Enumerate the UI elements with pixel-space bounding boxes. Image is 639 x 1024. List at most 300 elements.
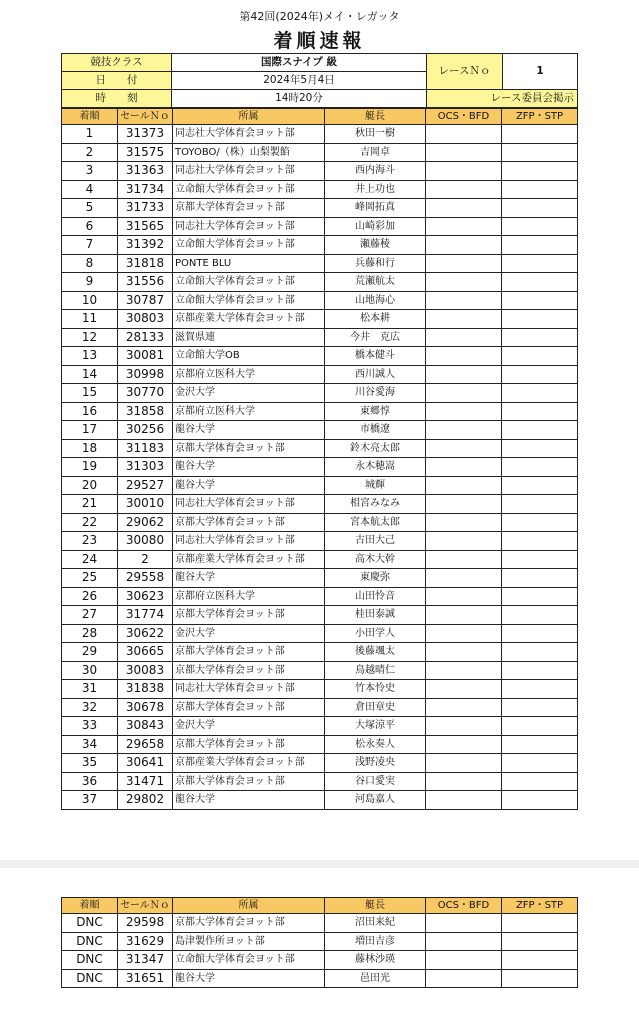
sail-number-cell: 31303 bbox=[118, 458, 173, 477]
skipper-cell: 藤林沙瑛 bbox=[325, 951, 426, 970]
col-rank-header: 着順 bbox=[62, 109, 118, 125]
affiliation-cell: 京都大学体育会ヨット部 bbox=[173, 643, 325, 662]
rank-cell: 12 bbox=[62, 328, 118, 347]
sail-number-cell: 29527 bbox=[118, 476, 173, 495]
zfp-stp-cell bbox=[502, 254, 578, 273]
ocs-bfd-cell bbox=[426, 236, 502, 255]
result-row bbox=[62, 439, 578, 458]
rank-cell: 21 bbox=[62, 495, 118, 514]
rank-cell: 2 bbox=[62, 143, 118, 162]
ocs-bfd-cell bbox=[426, 754, 502, 773]
rank-cell: 5 bbox=[62, 199, 118, 218]
sail-number-cell: 30998 bbox=[118, 365, 173, 384]
zfp-stp-cell bbox=[502, 162, 578, 181]
ocs-bfd-cell bbox=[426, 735, 502, 754]
skipper-cell: 松永奏人 bbox=[325, 735, 426, 754]
sail-number-cell: 31347 bbox=[118, 951, 173, 970]
skipper-cell: 鈴木亮太郎 bbox=[325, 439, 426, 458]
rank-cell: 36 bbox=[62, 772, 118, 791]
affiliation-cell: 立命館大学体育会ヨット部 bbox=[173, 291, 325, 310]
ocs-bfd-cell bbox=[426, 643, 502, 662]
result-row bbox=[62, 476, 578, 495]
date-value: 2024年5月4日 bbox=[172, 72, 427, 90]
date-label: 日 付 bbox=[62, 72, 172, 90]
ocs-bfd-cell bbox=[426, 606, 502, 625]
rank-cell: 9 bbox=[62, 273, 118, 292]
result-row bbox=[62, 199, 578, 218]
result-row bbox=[62, 532, 578, 551]
affiliation-cell: 京都産業大学体育会ヨット部 bbox=[173, 310, 325, 329]
ocs-bfd-cell bbox=[426, 199, 502, 218]
affiliation-cell: 京都府立医科大学 bbox=[173, 365, 325, 384]
rank-cell: 30 bbox=[62, 661, 118, 680]
skipper-cell: 邑田光 bbox=[325, 969, 426, 988]
race-no-value: 1 bbox=[503, 54, 578, 90]
skipper-cell: 山地海心 bbox=[325, 291, 426, 310]
sail-number-cell: 30622 bbox=[118, 624, 173, 643]
affiliation-cell: 立命館大学体育会ヨット部 bbox=[173, 236, 325, 255]
rank-cell: 35 bbox=[62, 754, 118, 773]
ocs-bfd-cell bbox=[426, 180, 502, 199]
ocs-bfd-cell bbox=[426, 365, 502, 384]
affiliation-cell: 滋賀県連 bbox=[173, 328, 325, 347]
sail-number-cell: 31651 bbox=[118, 969, 173, 988]
zfp-stp-cell bbox=[502, 125, 578, 144]
dnc-row bbox=[62, 932, 578, 951]
sail-number-cell: 31373 bbox=[118, 125, 173, 144]
zfp-stp-cell bbox=[502, 717, 578, 736]
result-row bbox=[62, 513, 578, 532]
skipper-cell: 大塚涼平 bbox=[325, 717, 426, 736]
affiliation-cell: 京都大学体育会ヨット部 bbox=[173, 661, 325, 680]
skipper-cell: 瀬藤稜 bbox=[325, 236, 426, 255]
rank-cell: 24 bbox=[62, 550, 118, 569]
rank-cell: 32 bbox=[62, 698, 118, 717]
skipper-cell: 東慶弥 bbox=[325, 569, 426, 588]
sail-number-cell: 30641 bbox=[118, 754, 173, 773]
zfp-stp-cell bbox=[502, 347, 578, 366]
affiliation-cell: 龍谷大学 bbox=[173, 969, 325, 988]
zfp-stp-cell bbox=[502, 680, 578, 699]
sail-number-cell: 31575 bbox=[118, 143, 173, 162]
affiliation-cell: 京都大学体育会ヨット部 bbox=[173, 698, 325, 717]
sail-number-cell: 31471 bbox=[118, 772, 173, 791]
ocs-bfd-cell bbox=[426, 532, 502, 551]
sail-number-cell: 28133 bbox=[118, 328, 173, 347]
rank-cell: 1 bbox=[62, 125, 118, 144]
zfp-stp-cell bbox=[502, 439, 578, 458]
result-row bbox=[62, 421, 578, 440]
affiliation-cell: 同志社大学体育会ヨット部 bbox=[173, 680, 325, 699]
zfp-stp-cell bbox=[502, 384, 578, 403]
rank-cell: 7 bbox=[62, 236, 118, 255]
affiliation-cell: 金沢大学 bbox=[173, 384, 325, 403]
result-row bbox=[62, 125, 578, 144]
affiliation-cell: 島津製作所ヨット部 bbox=[173, 932, 325, 951]
affiliation-cell: 同志社大学体育会ヨット部 bbox=[173, 495, 325, 514]
sail-number-cell: 29658 bbox=[118, 735, 173, 754]
ocs-bfd-cell bbox=[426, 347, 502, 366]
zfp-stp-cell bbox=[502, 310, 578, 329]
affiliation-cell: 京都大学体育会ヨット部 bbox=[173, 606, 325, 625]
result-row bbox=[62, 680, 578, 699]
ocs-bfd-cell bbox=[426, 402, 502, 421]
result-row bbox=[62, 365, 578, 384]
ocs-bfd-cell bbox=[426, 717, 502, 736]
skipper-cell: 小田学人 bbox=[325, 624, 426, 643]
dnc-row bbox=[62, 951, 578, 970]
affiliation-cell: 立命館大学体育会ヨット部 bbox=[173, 273, 325, 292]
dnc-row bbox=[62, 914, 578, 933]
rank-cell: 14 bbox=[62, 365, 118, 384]
regatta-name: 第42回(2024年)メイ・レガッタ bbox=[239, 10, 400, 23]
ocs-bfd-cell bbox=[426, 143, 502, 162]
result-row bbox=[62, 772, 578, 791]
result-row bbox=[62, 291, 578, 310]
ocs-bfd-cell bbox=[426, 914, 502, 933]
zfp-stp-cell bbox=[502, 495, 578, 514]
zfp-stp-cell bbox=[502, 532, 578, 551]
col-skipper-header: 艇長 bbox=[325, 109, 426, 125]
ocs-bfd-cell bbox=[426, 384, 502, 403]
rank-cell: 3 bbox=[62, 162, 118, 181]
sail-number-cell: 30803 bbox=[118, 310, 173, 329]
ocs-bfd-cell bbox=[426, 680, 502, 699]
skipper-cell: 井上功也 bbox=[325, 180, 426, 199]
affiliation-cell: 京都大学体育会ヨット部 bbox=[173, 199, 325, 218]
zfp-stp-cell bbox=[502, 236, 578, 255]
sail-number-cell: 31363 bbox=[118, 162, 173, 181]
col-rank-header: 着順 bbox=[62, 898, 118, 914]
sail-number-cell: 30256 bbox=[118, 421, 173, 440]
sail-number-cell: 31392 bbox=[118, 236, 173, 255]
result-row bbox=[62, 643, 578, 662]
zfp-stp-cell bbox=[502, 143, 578, 162]
ocs-bfd-cell bbox=[426, 791, 502, 810]
col-affiliation-header: 所属 bbox=[173, 898, 325, 914]
race-no-label: レースＮｏ bbox=[427, 54, 503, 90]
zfp-stp-cell bbox=[502, 951, 578, 970]
sail-number-cell: 31565 bbox=[118, 217, 173, 236]
ocs-bfd-cell bbox=[426, 969, 502, 988]
rank-cell: 10 bbox=[62, 291, 118, 310]
zfp-stp-cell bbox=[502, 421, 578, 440]
page-separator bbox=[0, 860, 639, 868]
ocs-bfd-cell bbox=[426, 772, 502, 791]
rank-cell: 8 bbox=[62, 254, 118, 273]
rank-cell: DNC bbox=[62, 932, 118, 951]
result-row bbox=[62, 254, 578, 273]
sail-number-cell: 31818 bbox=[118, 254, 173, 273]
zfp-stp-cell bbox=[502, 217, 578, 236]
affiliation-cell: 京都大学体育会ヨット部 bbox=[173, 735, 325, 754]
skipper-cell: 倉田章史 bbox=[325, 698, 426, 717]
ocs-bfd-cell bbox=[426, 587, 502, 606]
affiliation-cell: 同志社大学体育会ヨット部 bbox=[173, 125, 325, 144]
race-info-table bbox=[61, 53, 578, 108]
sail-number-cell: 29062 bbox=[118, 513, 173, 532]
affiliation-cell: 龍谷大学 bbox=[173, 791, 325, 810]
skipper-cell: 荒瀬航太 bbox=[325, 273, 426, 292]
zfp-stp-cell bbox=[502, 969, 578, 988]
result-row bbox=[62, 162, 578, 181]
affiliation-cell: 同志社大学体育会ヨット部 bbox=[173, 217, 325, 236]
sail-number-cell: 29598 bbox=[118, 914, 173, 933]
ocs-bfd-cell bbox=[426, 476, 502, 495]
rank-cell: 17 bbox=[62, 421, 118, 440]
affiliation-cell: 同志社大学体育会ヨット部 bbox=[173, 532, 325, 551]
result-row bbox=[62, 328, 578, 347]
result-row bbox=[62, 717, 578, 736]
result-row bbox=[62, 347, 578, 366]
result-row bbox=[62, 754, 578, 773]
affiliation-cell: 龍谷大学 bbox=[173, 458, 325, 477]
rank-cell: 23 bbox=[62, 532, 118, 551]
ocs-bfd-cell bbox=[426, 421, 502, 440]
skipper-cell: 山崎彩加 bbox=[325, 217, 426, 236]
sail-number-cell: 31734 bbox=[118, 180, 173, 199]
result-row bbox=[62, 587, 578, 606]
sail-number-cell: 30081 bbox=[118, 347, 173, 366]
affiliation-cell: 同志社大学体育会ヨット部 bbox=[173, 162, 325, 181]
skipper-cell: 秋田一樹 bbox=[325, 125, 426, 144]
zfp-stp-cell bbox=[502, 199, 578, 218]
zfp-stp-cell bbox=[502, 550, 578, 569]
affiliation-cell: 龍谷大学 bbox=[173, 421, 325, 440]
result-row bbox=[62, 273, 578, 292]
result-row bbox=[62, 143, 578, 162]
ocs-bfd-cell bbox=[426, 495, 502, 514]
zfp-stp-cell bbox=[502, 914, 578, 933]
skipper-cell: 浅野凌央 bbox=[325, 754, 426, 773]
result-row bbox=[62, 606, 578, 625]
zfp-stp-cell bbox=[502, 180, 578, 199]
results-header-row bbox=[62, 109, 578, 125]
ocs-bfd-cell bbox=[426, 328, 502, 347]
zfp-stp-cell bbox=[502, 328, 578, 347]
skipper-cell: 沼田来紀 bbox=[325, 914, 426, 933]
rank-cell: 29 bbox=[62, 643, 118, 662]
sail-number-cell: 30843 bbox=[118, 717, 173, 736]
zfp-stp-cell bbox=[502, 643, 578, 662]
skipper-cell: 後藤颯太 bbox=[325, 643, 426, 662]
affiliation-cell: 龍谷大学 bbox=[173, 569, 325, 588]
col-zfp-stp-header: ZFP・STP bbox=[502, 898, 578, 914]
rank-cell: 28 bbox=[62, 624, 118, 643]
rank-cell: DNC bbox=[62, 914, 118, 933]
zfp-stp-cell bbox=[502, 291, 578, 310]
skipper-cell: 西川誠人 bbox=[325, 365, 426, 384]
ocs-bfd-cell bbox=[426, 951, 502, 970]
affiliation-cell: 京都産業大学体育会ヨット部 bbox=[173, 550, 325, 569]
affiliation-cell: PONTE BLU bbox=[173, 254, 325, 273]
zfp-stp-cell bbox=[502, 476, 578, 495]
sail-number-cell: 30665 bbox=[118, 643, 173, 662]
rank-cell: 20 bbox=[62, 476, 118, 495]
zfp-stp-cell bbox=[502, 698, 578, 717]
col-skipper-header: 艇長 bbox=[325, 898, 426, 914]
result-row bbox=[62, 310, 578, 329]
dnc-page bbox=[0, 868, 639, 1024]
zfp-stp-cell bbox=[502, 661, 578, 680]
col-sail-header: セールＮｏ bbox=[118, 898, 173, 914]
skipper-cell: 永木穂嵩 bbox=[325, 458, 426, 477]
affiliation-cell: 京都大学体育会ヨット部 bbox=[173, 439, 325, 458]
affiliation-cell: 京都大学体育会ヨット部 bbox=[173, 513, 325, 532]
col-affiliation-header: 所属 bbox=[173, 109, 325, 125]
affiliation-cell: 龍谷大学 bbox=[173, 476, 325, 495]
ocs-bfd-cell bbox=[426, 273, 502, 292]
results-table bbox=[61, 108, 578, 810]
dnc-header-row bbox=[62, 898, 578, 914]
skipper-cell: 河島嘉人 bbox=[325, 791, 426, 810]
rank-cell: 22 bbox=[62, 513, 118, 532]
rank-cell: 34 bbox=[62, 735, 118, 754]
skipper-cell: 兵藤和行 bbox=[325, 254, 426, 273]
sail-number-cell: 31556 bbox=[118, 273, 173, 292]
rank-cell: 37 bbox=[62, 791, 118, 810]
skipper-cell: 増田吉彦 bbox=[325, 932, 426, 951]
skipper-cell: 相宮みなみ bbox=[325, 495, 426, 514]
ocs-bfd-cell bbox=[426, 932, 502, 951]
rank-cell: 16 bbox=[62, 402, 118, 421]
result-row bbox=[62, 495, 578, 514]
skipper-cell: 西内海斗 bbox=[325, 162, 426, 181]
result-row bbox=[62, 236, 578, 255]
affiliation-cell: 京都産業大学体育会ヨット部 bbox=[173, 754, 325, 773]
sail-number-cell: 31774 bbox=[118, 606, 173, 625]
rank-cell: 27 bbox=[62, 606, 118, 625]
ocs-bfd-cell bbox=[426, 624, 502, 643]
ocs-bfd-cell bbox=[426, 310, 502, 329]
ocs-bfd-cell bbox=[426, 291, 502, 310]
zfp-stp-cell bbox=[502, 754, 578, 773]
skipper-cell: 川谷愛海 bbox=[325, 384, 426, 403]
zfp-stp-cell bbox=[502, 587, 578, 606]
zfp-stp-cell bbox=[502, 365, 578, 384]
rank-cell: 25 bbox=[62, 569, 118, 588]
rank-cell: DNC bbox=[62, 969, 118, 988]
result-row bbox=[62, 217, 578, 236]
sail-number-cell: 31858 bbox=[118, 402, 173, 421]
zfp-stp-cell bbox=[502, 772, 578, 791]
col-ocs-bfd-header: OCS・BFD bbox=[426, 898, 502, 914]
ocs-bfd-cell bbox=[426, 439, 502, 458]
affiliation-cell: 京都大学体育会ヨット部 bbox=[173, 772, 325, 791]
zfp-stp-cell bbox=[502, 791, 578, 810]
rank-cell: 15 bbox=[62, 384, 118, 403]
ocs-bfd-cell bbox=[426, 217, 502, 236]
result-row bbox=[62, 458, 578, 477]
skipper-cell: 山田怜音 bbox=[325, 587, 426, 606]
dnc-table bbox=[61, 897, 578, 988]
skipper-cell: 桂田泰誠 bbox=[325, 606, 426, 625]
result-row bbox=[62, 569, 578, 588]
result-row bbox=[62, 624, 578, 643]
col-sail-header: セールＮｏ bbox=[118, 109, 173, 125]
skipper-cell: 橋本健斗 bbox=[325, 347, 426, 366]
zfp-stp-cell bbox=[502, 458, 578, 477]
affiliation-cell: TOYOBO/（株）山梨製餡 bbox=[173, 143, 325, 162]
zfp-stp-cell bbox=[502, 735, 578, 754]
skipper-cell: 吉岡卓 bbox=[325, 143, 426, 162]
skipper-cell: 松本耕 bbox=[325, 310, 426, 329]
affiliation-cell: 立命館大学OB bbox=[173, 347, 325, 366]
skipper-cell: 竹本怜史 bbox=[325, 680, 426, 699]
sail-number-cell: 2 bbox=[118, 550, 173, 569]
col-zfp-stp-header: ZFP・STP bbox=[502, 109, 578, 125]
sail-number-cell: 29558 bbox=[118, 569, 173, 588]
zfp-stp-cell bbox=[502, 402, 578, 421]
sail-number-cell: 31838 bbox=[118, 680, 173, 699]
ocs-bfd-cell bbox=[426, 254, 502, 273]
rank-cell: 26 bbox=[62, 587, 118, 606]
sail-number-cell: 31733 bbox=[118, 199, 173, 218]
result-row bbox=[62, 698, 578, 717]
zfp-stp-cell bbox=[502, 932, 578, 951]
sail-number-cell: 31183 bbox=[118, 439, 173, 458]
affiliation-cell: 金沢大学 bbox=[173, 624, 325, 643]
rank-cell: 11 bbox=[62, 310, 118, 329]
skipper-cell: 高木大幹 bbox=[325, 550, 426, 569]
rank-cell: 31 bbox=[62, 680, 118, 699]
skipper-cell: 谷口愛実 bbox=[325, 772, 426, 791]
affiliation-cell: 立命館大学体育会ヨット部 bbox=[173, 180, 325, 199]
affiliation-cell: 京都府立医科大学 bbox=[173, 587, 325, 606]
skipper-cell: 古田大己 bbox=[325, 532, 426, 551]
ocs-bfd-cell bbox=[426, 162, 502, 181]
sail-number-cell: 30083 bbox=[118, 661, 173, 680]
rank-cell: 6 bbox=[62, 217, 118, 236]
ocs-bfd-cell bbox=[426, 569, 502, 588]
rank-cell: 4 bbox=[62, 180, 118, 199]
skipper-cell: 市橋遼 bbox=[325, 421, 426, 440]
sail-number-cell: 30770 bbox=[118, 384, 173, 403]
class-label: 競技クラス bbox=[62, 54, 172, 72]
rank-cell: 13 bbox=[62, 347, 118, 366]
zfp-stp-cell bbox=[502, 606, 578, 625]
ocs-bfd-cell bbox=[426, 661, 502, 680]
result-row bbox=[62, 791, 578, 810]
zfp-stp-cell bbox=[502, 273, 578, 292]
skipper-cell: 峰岡拓真 bbox=[325, 199, 426, 218]
rank-cell: 18 bbox=[62, 439, 118, 458]
result-row bbox=[62, 661, 578, 680]
affiliation-cell: 京都大学体育会ヨット部 bbox=[173, 914, 325, 933]
time-value: 14時20分 bbox=[172, 90, 427, 108]
result-row bbox=[62, 402, 578, 421]
result-row bbox=[62, 180, 578, 199]
skipper-cell: 今井 克広 bbox=[325, 328, 426, 347]
rank-cell: 33 bbox=[62, 717, 118, 736]
skipper-cell: 東郷惇 bbox=[325, 402, 426, 421]
skipper-cell: 宮本航太郎 bbox=[325, 513, 426, 532]
affiliation-cell: 立命館大学体育会ヨット部 bbox=[173, 951, 325, 970]
result-row bbox=[62, 384, 578, 403]
result-row bbox=[62, 550, 578, 569]
sail-number-cell: 30080 bbox=[118, 532, 173, 551]
sail-number-cell: 30623 bbox=[118, 587, 173, 606]
skipper-cell: 鳥越晴仁 bbox=[325, 661, 426, 680]
col-ocs-bfd-header: OCS・BFD bbox=[426, 109, 502, 125]
page-title: 着順速報 bbox=[273, 30, 366, 52]
committee-label: レース委員会掲示 bbox=[427, 90, 578, 108]
time-label: 時 刻 bbox=[62, 90, 172, 108]
affiliation-cell: 京都府立医科大学 bbox=[173, 402, 325, 421]
ocs-bfd-cell bbox=[426, 698, 502, 717]
skipper-cell: 城輝 bbox=[325, 476, 426, 495]
sail-number-cell: 29802 bbox=[118, 791, 173, 810]
